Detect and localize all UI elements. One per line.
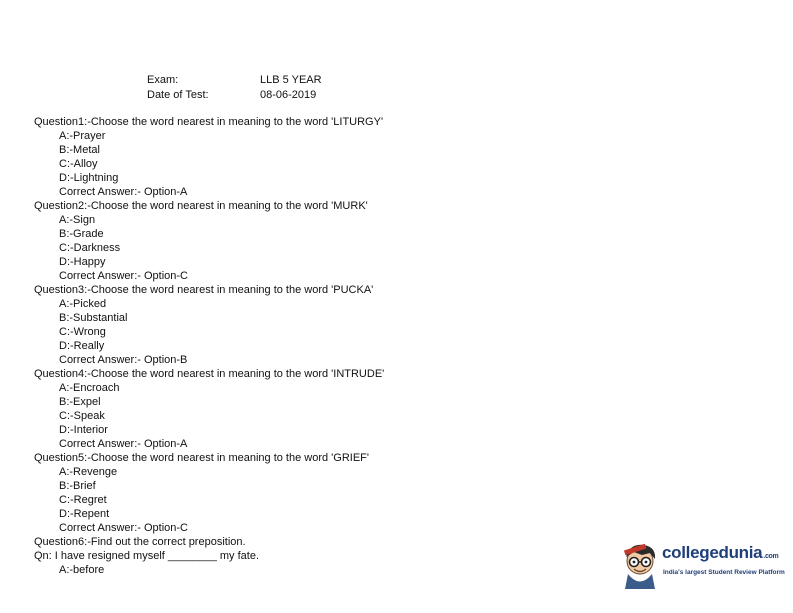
correct-answer: Correct Answer:- Option-C	[59, 270, 188, 282]
question-stem: Qn: I have resigned myself ________ my fate.	[34, 550, 260, 562]
correct-answer: Correct Answer:- Option-B	[59, 354, 188, 366]
student-mascot-icon	[622, 541, 660, 589]
question-title: Question2:-Choose the word nearest in meaning to the word 'MURK'	[34, 200, 368, 212]
question-list	[34, 115, 384, 577]
option-a: A:-Prayer	[59, 130, 106, 142]
date-row	[147, 88, 322, 103]
option-b: B:-Expel	[59, 396, 101, 408]
option-a: A:-Sign	[59, 214, 96, 226]
question-5	[34, 451, 384, 535]
option-b: B:-Metal	[59, 144, 100, 156]
brand-name	[662, 543, 778, 563]
option-c: C:-Speak	[59, 410, 105, 422]
exam-label: Exam:	[147, 74, 179, 86]
question-4	[34, 367, 384, 451]
collegedunia-logo	[622, 541, 785, 591]
option-c: C:-Alloy	[59, 158, 98, 170]
option-a: A:-Revenge	[59, 466, 118, 478]
question-2	[34, 199, 384, 283]
option-c: C:-Regret	[59, 494, 107, 506]
correct-answer: Correct Answer:- Option-A	[59, 438, 188, 450]
option-d: D:-Repent	[59, 508, 110, 520]
option-d: D:-Happy	[59, 256, 106, 268]
option-d: D:-Really	[59, 340, 105, 352]
option-c: C:-Darkness	[59, 242, 121, 254]
option-d: D:-Lightning	[59, 172, 119, 184]
question-title: Question1:-Choose the word nearest in meaning to the word 'LITURGY'	[34, 116, 384, 128]
question-6	[34, 535, 384, 577]
option-b: B:-Brief	[59, 480, 96, 492]
test-meta	[147, 73, 322, 103]
brand-tagline: India's largest Student Review Platform	[663, 569, 785, 576]
question-title: Question6:-Find out the correct preposition.	[34, 536, 246, 548]
option-b: B:-Substantial	[59, 312, 128, 324]
option-a: A:-Picked	[59, 298, 107, 310]
option-d: D:-Interior	[59, 424, 108, 436]
correct-answer: Correct Answer:- Option-C	[59, 522, 188, 534]
option-c: C:-Wrong	[59, 326, 106, 338]
exam-row	[147, 73, 322, 88]
question-title: Question5:-Choose the word nearest in meaning to the word 'GRIEF'	[34, 452, 369, 464]
brand-name-text: collegedunia	[662, 543, 763, 562]
exam-value: LLB 5 YEAR	[260, 74, 322, 86]
question-title: Question3:-Choose the word nearest in meaning to the word 'PUCKA'	[34, 284, 374, 296]
correct-answer: Correct Answer:- Option-A	[59, 186, 188, 198]
brand-tld: .com	[763, 553, 779, 560]
option-a: A:-before	[59, 564, 105, 576]
question-1	[34, 115, 384, 199]
option-b: B:-Grade	[59, 228, 104, 240]
question-3	[34, 283, 384, 367]
option-a: A:-Encroach	[59, 382, 120, 394]
date-value: 08-06-2019	[260, 89, 317, 101]
question-title: Question4:-Choose the word nearest in meaning to the word 'INTRUDE'	[34, 368, 385, 380]
date-label: Date of Test:	[147, 89, 209, 101]
